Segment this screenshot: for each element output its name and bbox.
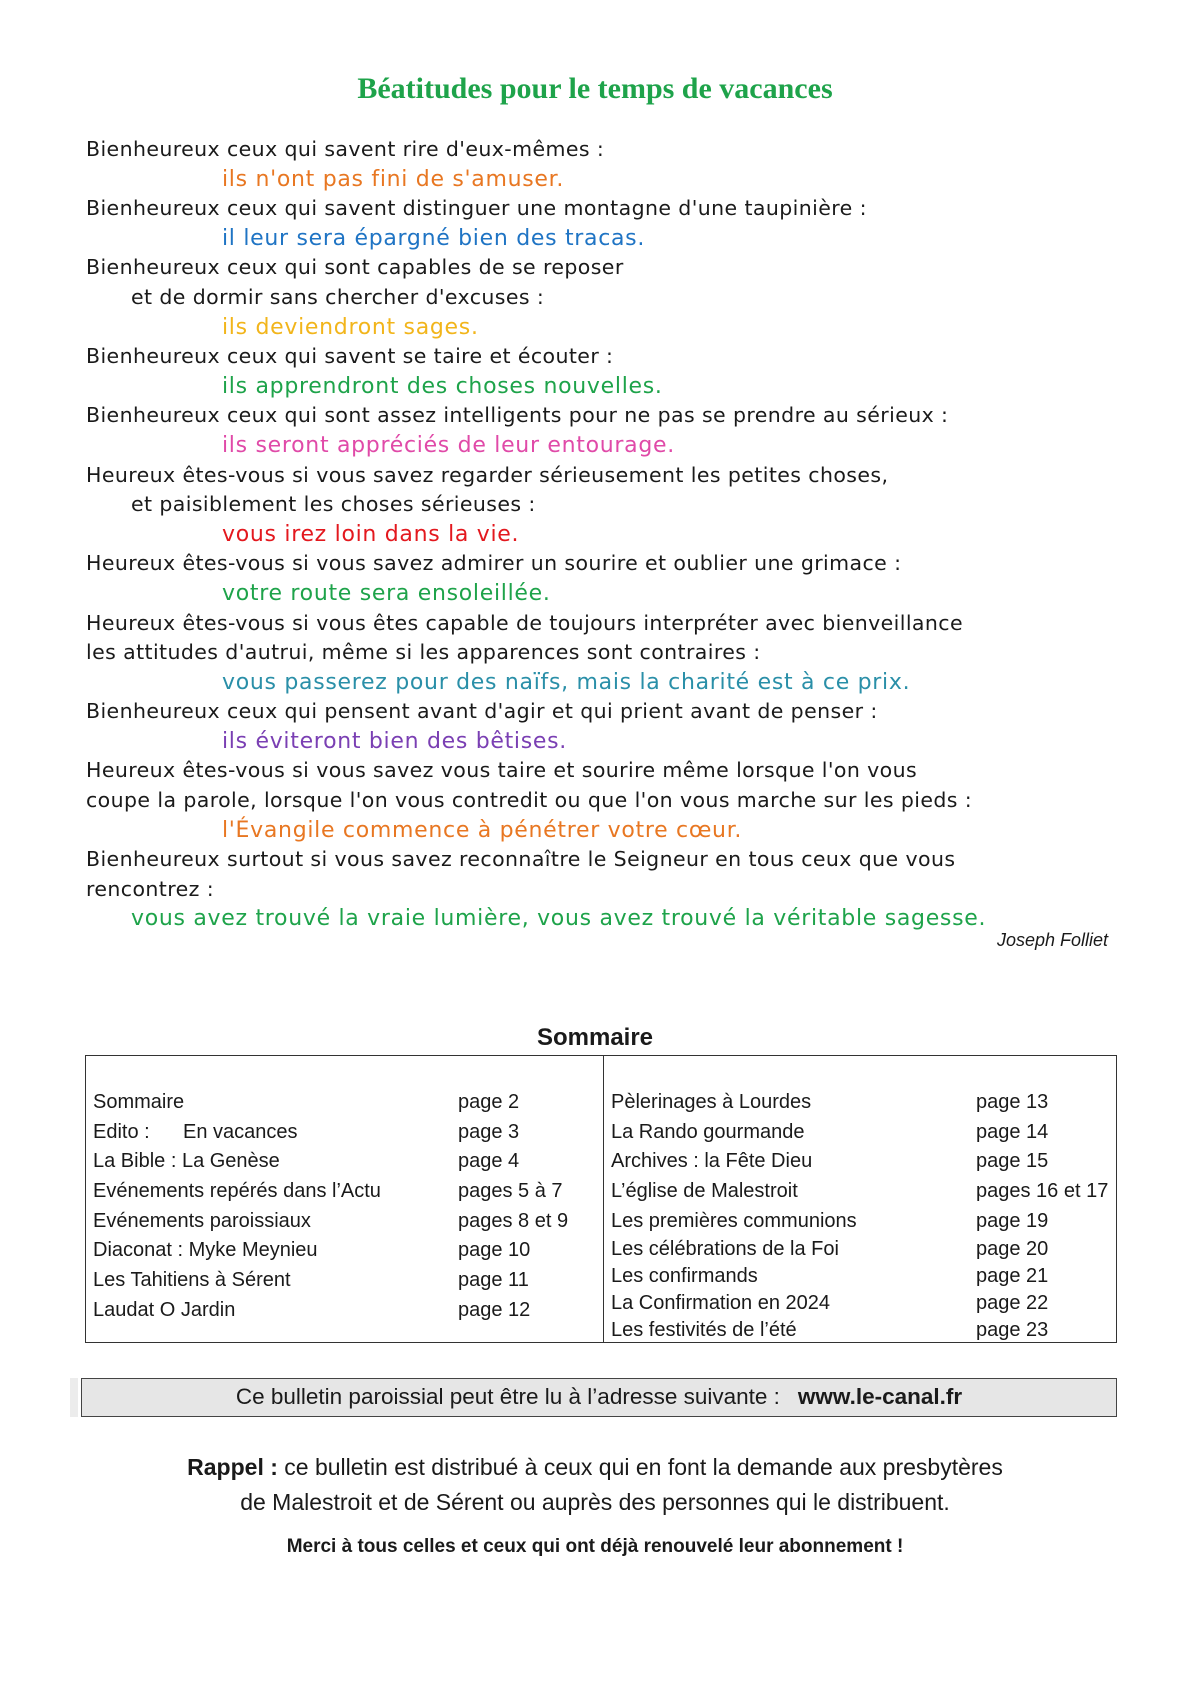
poem-line: les attitudes d'autrui, même si les apparences sont contraires : bbox=[86, 640, 761, 665]
poem-line: Bienheureux ceux qui pensent avant d'agir et qui prient avant de penser : bbox=[86, 699, 878, 724]
sommaire-entry-label: Pèlerinages à Lourdes bbox=[611, 1091, 812, 1113]
sommaire-entry-page: page 13 bbox=[976, 1091, 1049, 1113]
poem-response-line: vous avez trouvé la vraie lumière, vous avez trouvé la véritable sagesse. bbox=[131, 906, 987, 932]
poem-line: coupe la parole, lorsque l'on vous contredit ou que l'on vous marche sur les pieds : bbox=[86, 788, 973, 813]
sommaire-entry-page: page 12 bbox=[458, 1298, 531, 1321]
reminder-label: Rappel : bbox=[187, 1454, 278, 1480]
sommaire-entry-label: Les Tahitiens à Sérent bbox=[93, 1269, 291, 1292]
sommaire-entry bbox=[93, 1147, 593, 1177]
sommaire-entry bbox=[611, 1236, 1111, 1263]
sommaire-entry bbox=[93, 1118, 593, 1148]
sommaire-entry-label: La Rando gourmande bbox=[611, 1120, 805, 1143]
sommaire-entry-label: L’église de Malestroit bbox=[611, 1180, 798, 1203]
sommaire-entry-label: Evénements paroissiaux bbox=[93, 1209, 311, 1232]
sommaire-entry-page: pages 8 et 9 bbox=[458, 1209, 569, 1232]
poem-response-line: ils apprendront des choses nouvelles. bbox=[222, 373, 663, 399]
poem-line: Heureux êtes-vous si vous savez vous taire et sourire même lorsque l'on vous bbox=[86, 758, 918, 783]
bulletin-url-text: Ce bulletin paroissial peut être lu à l’adresse suivante : bbox=[235, 1384, 780, 1409]
sommaire-entry bbox=[611, 1177, 1111, 1207]
sommaire-right-column bbox=[611, 1088, 1111, 1344]
poem-response-line: ils éviteront bien des bêtises. bbox=[222, 728, 567, 754]
sommaire-divider bbox=[603, 1056, 604, 1342]
sommaire-entry-page: page 3 bbox=[458, 1120, 520, 1143]
sommaire-entry-label: La Bible : La Genèse bbox=[93, 1150, 280, 1173]
poem-line: Heureux êtes-vous si vous êtes capable de toujours interpréter avec bienveillance bbox=[86, 610, 963, 635]
poem-response-line: votre route sera ensoleillée. bbox=[222, 580, 551, 606]
poem-line: Heureux êtes-vous si vous savez admirer un sourire et oublier une grimace : bbox=[86, 551, 902, 576]
sommaire-entry-page: page 11 bbox=[458, 1269, 529, 1292]
poem-line: Heureux êtes-vous si vous savez regarder sérieusement les petites choses, bbox=[86, 462, 889, 487]
bulletin-url-link[interactable]: www.le-canal.fr bbox=[797, 1384, 963, 1409]
sommaire-entry-label: Les confirmands bbox=[611, 1265, 758, 1288]
poem-response-line: l'Évangile commence à pénétrer votre cœur. bbox=[222, 817, 743, 843]
poem-line: Bienheureux ceux qui savent rire d'eux-mêmes : bbox=[86, 137, 605, 161]
sommaire-entry-label: La Confirmation en 2024 bbox=[611, 1292, 831, 1315]
sommaire-entry bbox=[611, 1317, 1111, 1344]
sommaire-entry-label: Les festivités de l’été bbox=[611, 1318, 797, 1341]
poem-response-line: vous passerez pour des naïfs, mais la charité est à ce prix. bbox=[222, 669, 911, 695]
sommaire-entry-label: Edito : En vacances bbox=[93, 1120, 298, 1143]
sommaire-entry-page: page 4 bbox=[458, 1150, 520, 1173]
bulletin-url-bar bbox=[81, 1378, 1117, 1417]
sommaire-entry-page: pages 5 à 7 bbox=[458, 1180, 563, 1203]
sommaire-entry-page: page 15 bbox=[976, 1150, 1049, 1173]
poem-line: Bienheureux ceux qui savent distinguer une montagne d'une taupinière : bbox=[86, 196, 867, 221]
sommaire-entry bbox=[93, 1236, 593, 1266]
poem-response-line: vous irez loin dans la vie. bbox=[222, 521, 520, 547]
sommaire-entry bbox=[93, 1266, 593, 1296]
poem-response-line: ils deviendront sages. bbox=[222, 314, 479, 340]
reminder-line-2: de Malestroit et de Sérent ou auprès des personnes qui le distribuent. bbox=[240, 1489, 950, 1515]
sommaire-title: Sommaire bbox=[536, 1024, 654, 1051]
page-title: Béatitudes pour le temps de vacances bbox=[357, 72, 833, 105]
poem-line: Bienheureux ceux qui savent se taire et écouter : bbox=[86, 344, 614, 369]
sommaire-entry-page: page 2 bbox=[458, 1091, 520, 1113]
sommaire-entry bbox=[611, 1118, 1111, 1148]
poem-response-line: il leur sera épargné bien des tracas. bbox=[222, 225, 646, 251]
sommaire-entry bbox=[611, 1263, 1111, 1290]
poem-line: Bienheureux surtout si vous savez reconnaître le Seigneur en tous ceux que vous bbox=[86, 847, 956, 872]
sommaire-entry-page: page 23 bbox=[976, 1318, 1049, 1341]
poem-line: et paisiblement les choses sérieuses : bbox=[131, 492, 536, 517]
reminder bbox=[0, 1450, 1190, 1520]
sommaire-entry-label: Les premières communions bbox=[611, 1209, 857, 1232]
sommaire-entry bbox=[93, 1296, 593, 1326]
reminder-line-1: ce bulletin est distribué à ceux qui en font la demande aux presbytères bbox=[277, 1454, 1003, 1480]
url-bar-edge bbox=[70, 1378, 78, 1417]
sommaire-entry bbox=[611, 1290, 1111, 1317]
poem-line: rencontrez : bbox=[86, 876, 215, 901]
sommaire-entry-label: Archives : la Fête Dieu bbox=[611, 1150, 813, 1173]
sommaire-entry-label: Evénements repérés dans l’Actu bbox=[93, 1180, 381, 1203]
sommaire-entry bbox=[93, 1088, 593, 1118]
sommaire-entry-page: pages 16 et 17 bbox=[976, 1180, 1109, 1203]
poem-line: et de dormir sans chercher d'excuses : bbox=[131, 284, 545, 309]
sommaire-entry-label: Sommaire bbox=[93, 1091, 185, 1113]
sommaire-entry bbox=[611, 1207, 1111, 1237]
sommaire-left-column bbox=[93, 1088, 593, 1326]
sommaire-entry-page: page 20 bbox=[976, 1238, 1049, 1261]
sommaire-entry-page: page 14 bbox=[976, 1120, 1049, 1143]
poem bbox=[86, 135, 1136, 934]
sommaire-entry-page: page 19 bbox=[976, 1209, 1049, 1232]
sommaire-entry-label: Diaconat : Myke Meynieu bbox=[93, 1239, 318, 1262]
sommaire-entry-label: Laudat O Jardin bbox=[93, 1298, 236, 1321]
poem-line: Bienheureux ceux qui sont capables de se reposer bbox=[86, 255, 624, 280]
sommaire-entry-page: page 10 bbox=[458, 1239, 531, 1262]
poem-attribution: Joseph Folliet bbox=[996, 930, 1108, 950]
poem-response-line: ils n'ont pas fini de s'amuser. bbox=[222, 166, 565, 192]
sommaire-entry bbox=[611, 1088, 1111, 1118]
sommaire-entry-label: Les célébrations de la Foi bbox=[611, 1238, 839, 1261]
sommaire-entry bbox=[93, 1177, 593, 1207]
poem-response-line: ils seront appréciés de leur entourage. bbox=[222, 432, 675, 458]
sommaire-entry bbox=[93, 1207, 593, 1237]
sommaire-table bbox=[85, 1055, 1117, 1343]
sommaire-entry-page: page 22 bbox=[976, 1292, 1049, 1315]
sommaire-entry-page: page 21 bbox=[976, 1265, 1049, 1288]
thanks-note: Merci à tous celles et ceux qui ont déjà renouvelé leur abonnement ! bbox=[286, 1536, 904, 1557]
sommaire-entry bbox=[611, 1147, 1111, 1177]
poem-line: Bienheureux ceux qui sont assez intelligents pour ne pas se prendre au sérieux : bbox=[86, 403, 949, 428]
